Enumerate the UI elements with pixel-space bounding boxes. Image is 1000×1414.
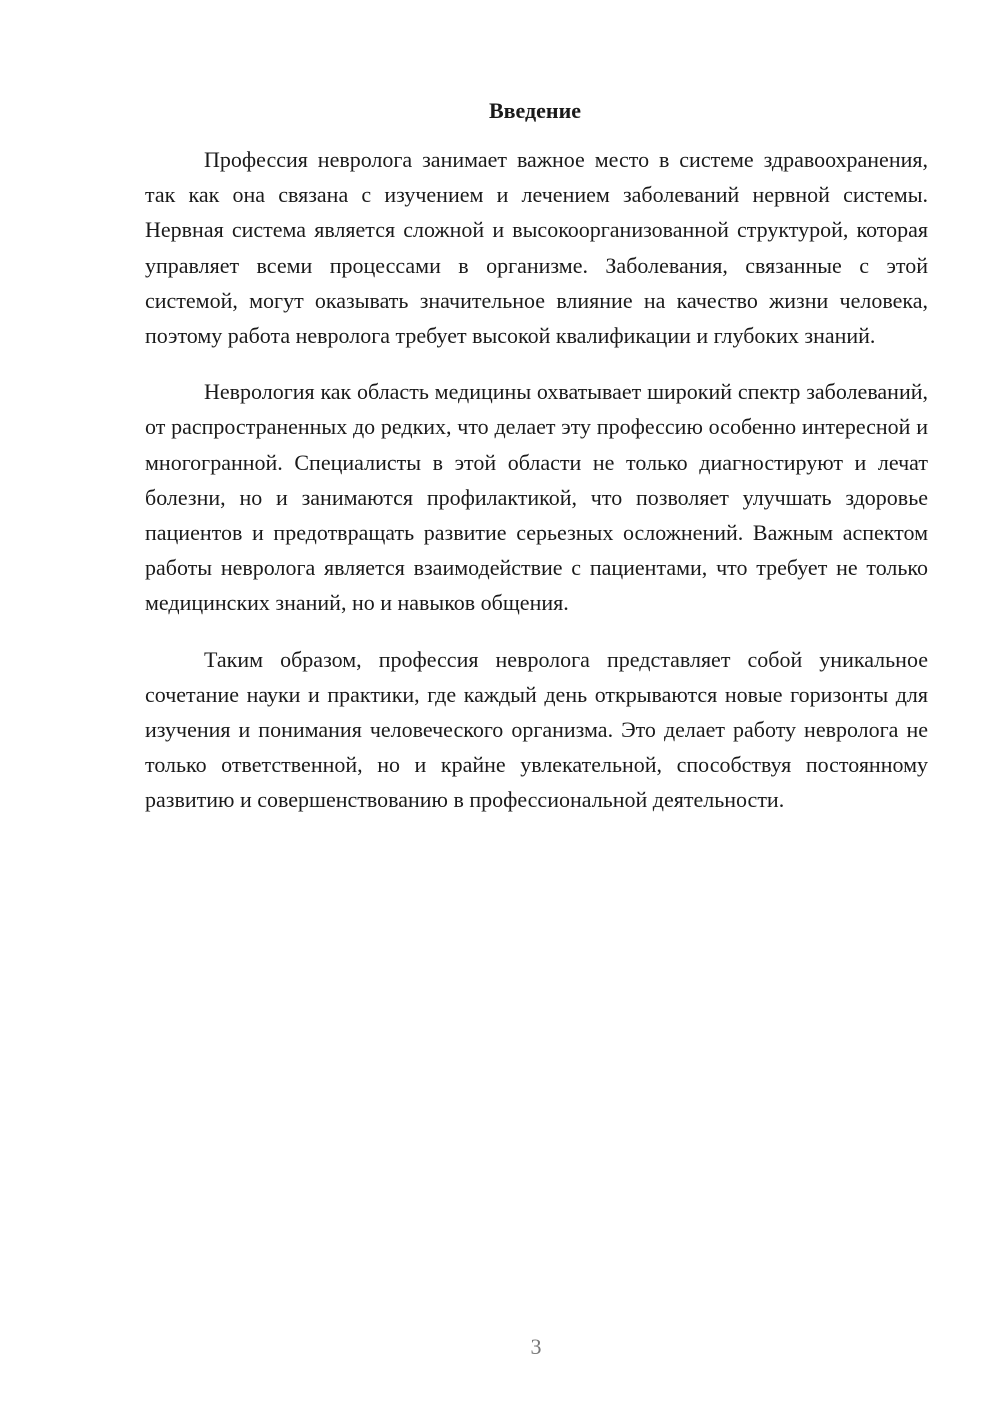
page-number: 3 bbox=[530, 1334, 542, 1359]
body-text bbox=[145, 142, 928, 839]
section-heading: Введение bbox=[488, 98, 582, 123]
paragraph-1: Профессия невролога занимает важное место в системе здравоохранения, так как она связана с изучением и лечением заболеваний нервной системы. Нервная система является сложной и высокоорганизованной структурой, которая управляет всеми процессами в организме. Заболевания, связанные с этой системой, могут оказывать значительное влияние на качество жизни человека, поэтому работа невролога требует высокой квалификации и глубоких знаний. bbox=[145, 147, 928, 349]
paragraph-3: Таким образом, профессия невролога представляет собой уникальное сочетание науки и практики, где каждый день открываются новые горизонты для изучения и понимания человеческого организма. Это делает работу невролога не только ответственной, но и крайне увлекательной, способствуя постоянному развитию и совершенствованию в профессиональной деятельности. bbox=[145, 646, 928, 813]
paragraph-2: Неврология как область медицины охватывает широкий спектр заболеваний, от распространенных до редких, что делает эту профессию особенно интересной и многогранной. Специалисты в этой области не только диагностируют и лечат болезни, но и занимаются профилактикой, что позволяет улучшать здоровье пациентов и предотвращать развитие серьезных осложнений. Важным аспектом работы невролога является взаимодействие с пациентами, что требует не только медицинских знаний, но и навыков общения. bbox=[145, 379, 928, 616]
